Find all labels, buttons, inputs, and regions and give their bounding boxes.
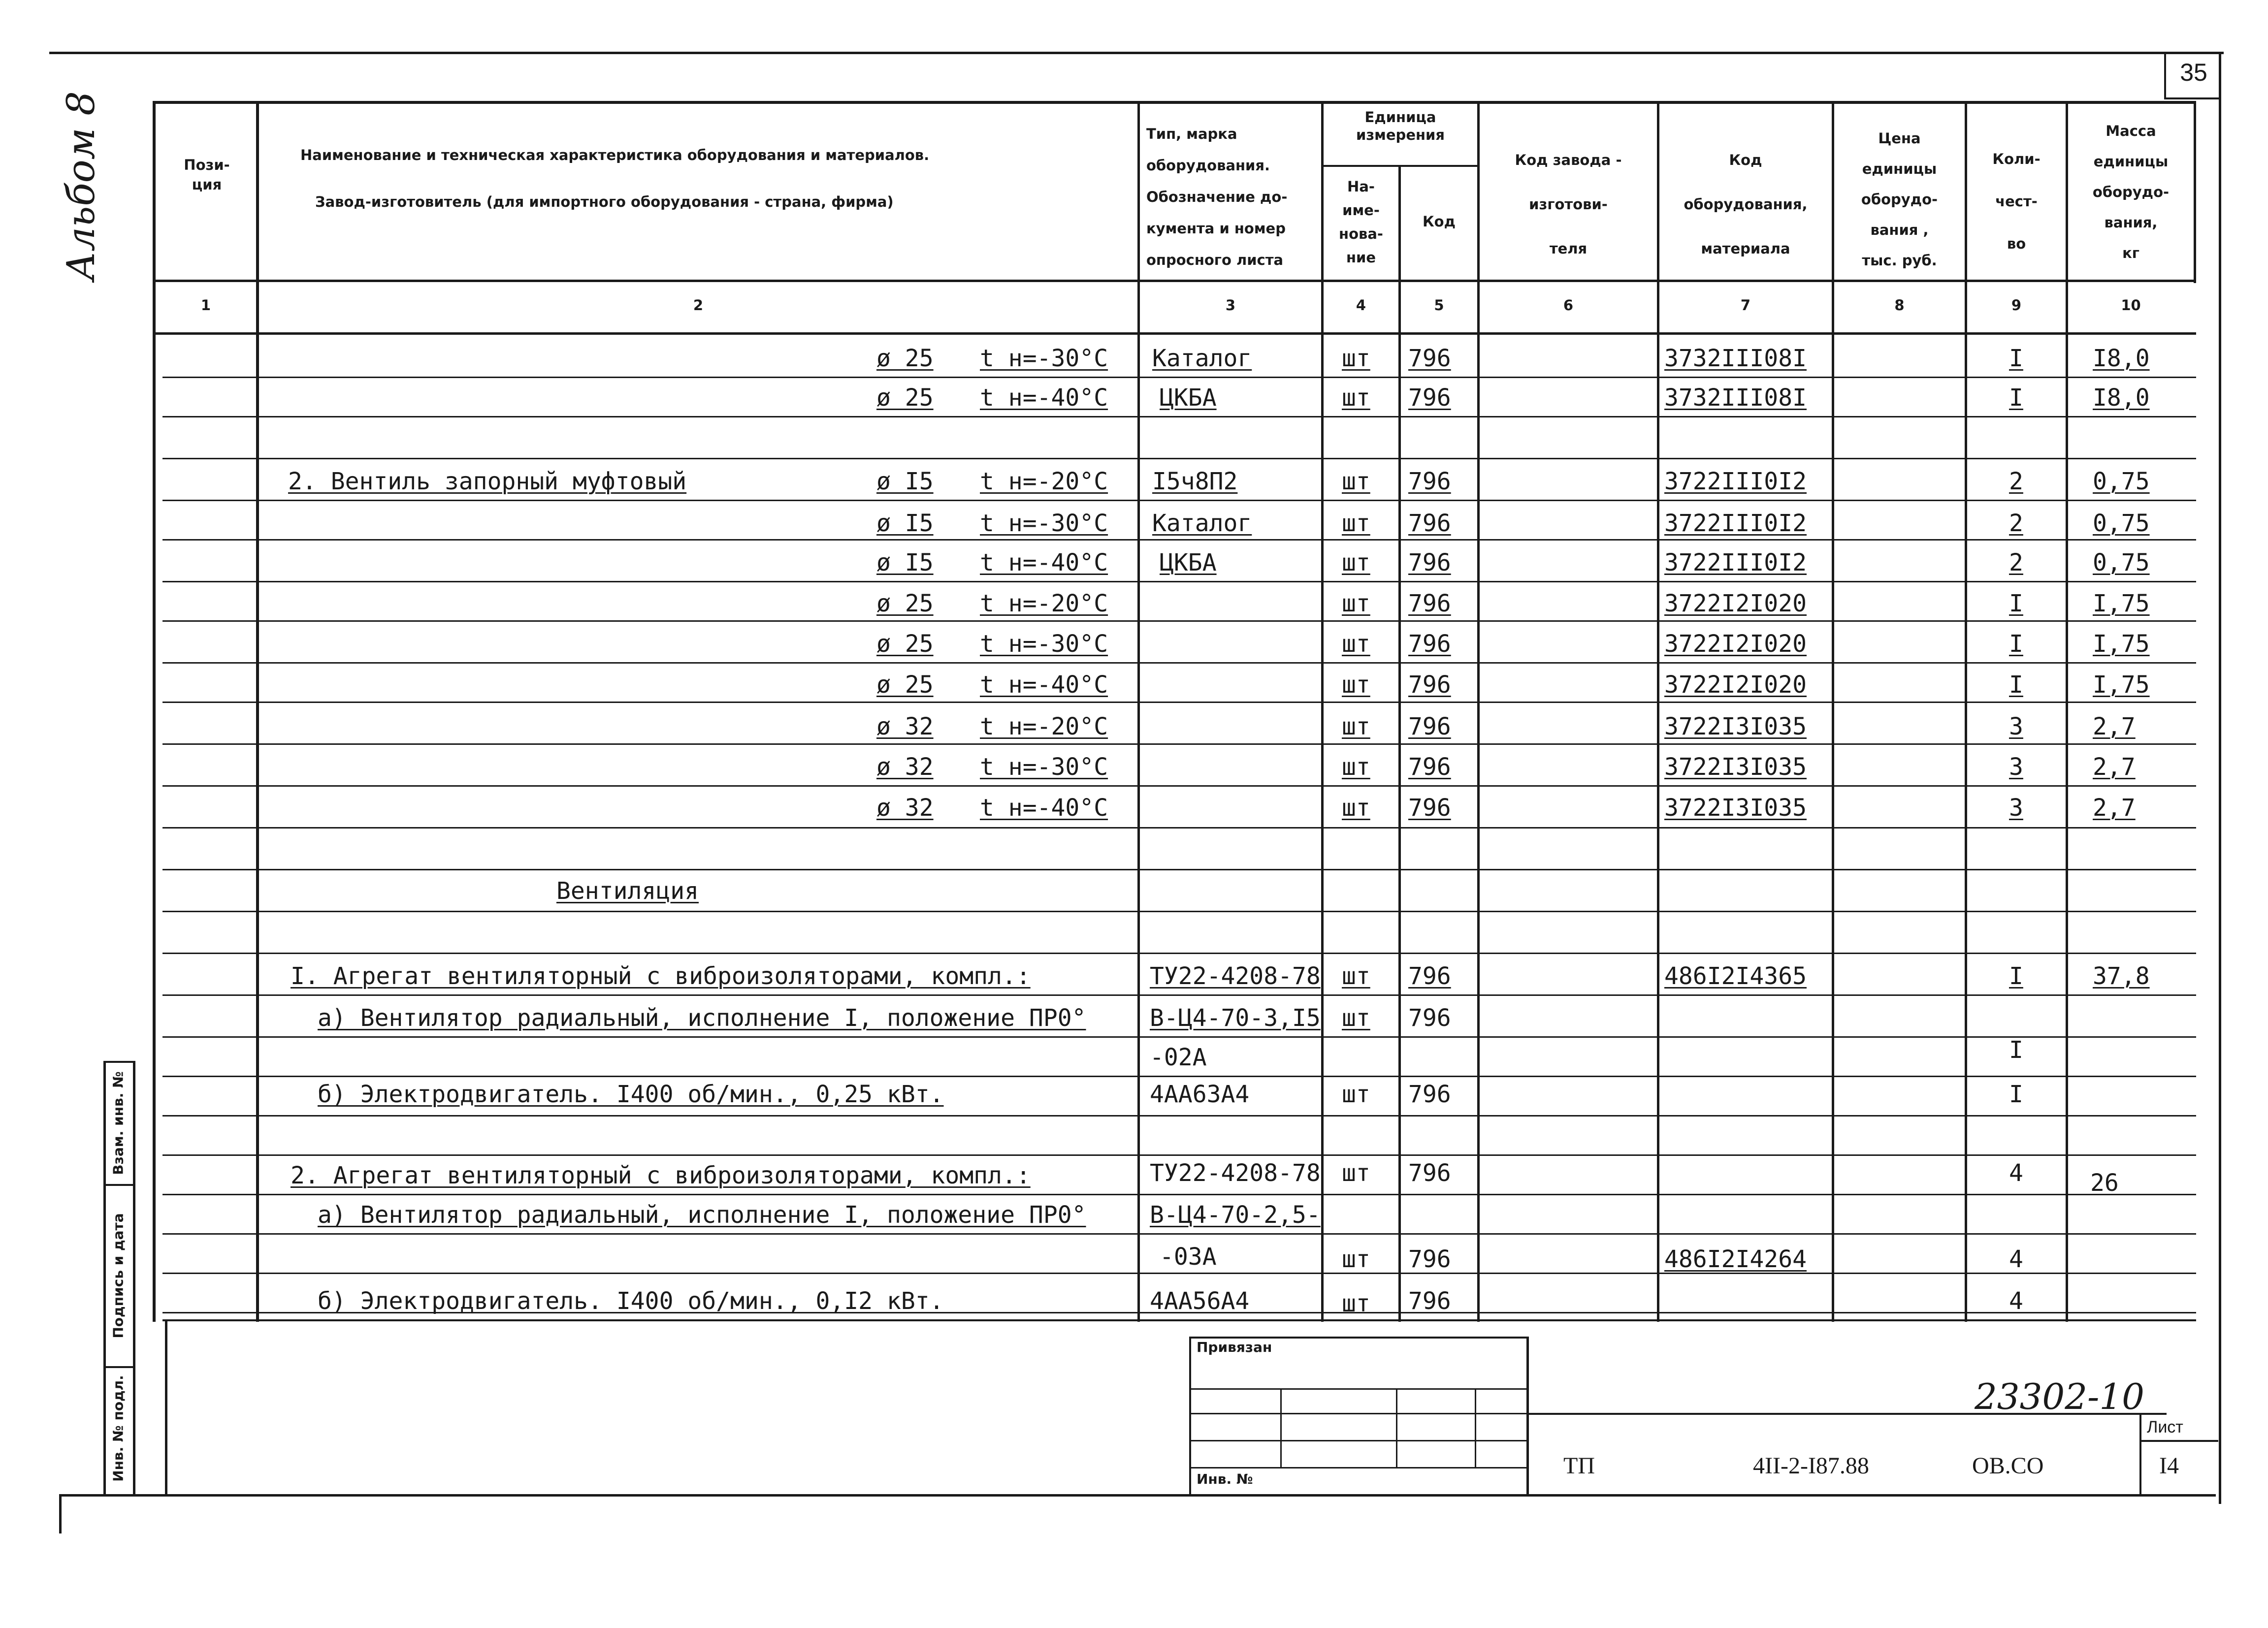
inv-label: Инв. №	[1197, 1471, 1253, 1487]
column-number: 1	[200, 297, 211, 314]
bound-label: Привязан	[1197, 1339, 1272, 1355]
column-number: 5	[1434, 297, 1444, 314]
header-unit-name: На- име- нова- ние	[1339, 178, 1383, 266]
sheet-number: I4	[2159, 1453, 2179, 1479]
field-replaced-inv: Взам. инв. №	[110, 1071, 127, 1175]
column-number: 4	[1356, 297, 1366, 314]
header-unit-code: Код	[1422, 213, 1456, 230]
header-factory-code: Код завода - изготови- теля	[1515, 152, 1622, 257]
column-number: 3	[1225, 297, 1236, 314]
field-signature-date: Подпись и дата	[110, 1213, 127, 1339]
field-inv-original: Инв. № подл.	[110, 1375, 127, 1482]
column-number: 8	[1894, 297, 1905, 314]
doc-mark: ОВ.СО	[1972, 1453, 2044, 1479]
frame-bottom	[59, 1494, 2216, 1497]
sheet-label: Лист	[2147, 1418, 2183, 1436]
header-equipment-code: Код оборудования, материала	[1684, 152, 1808, 257]
frame-top	[49, 52, 2224, 54]
header-quantity: Коли- чест- во	[1992, 151, 2041, 252]
handwritten-doc-number: 23302-10	[1975, 1376, 2144, 1417]
frame-right	[2219, 52, 2221, 1504]
header-price: Цена единицы оборудо- вания , тыс. руб.	[1861, 130, 1938, 269]
column-number: 2	[693, 297, 704, 314]
column-number: 10	[2121, 297, 2141, 314]
header-mass: Масса единицы оборудо- вания, кг	[2092, 123, 2170, 261]
header-position: Пози- ция	[184, 157, 230, 193]
column-number: 6	[1563, 297, 1574, 314]
header-type: Тип, марка оборудования. Обозначение до- кумента и номер опросного листа	[1146, 126, 1288, 268]
tp-label: ТП	[1563, 1453, 1595, 1479]
album-label: Альбом 8	[59, 91, 103, 281]
section-title: Вентиляция	[556, 877, 699, 905]
header-unit-group: Единица измерения	[1356, 109, 1445, 143]
doc-code: 4II-2-I87.88	[1753, 1453, 1869, 1479]
header-name-line2: Завод-изготовитель (для импортного оборудования - страна, фирма)	[315, 193, 894, 210]
sheet-corner-number: 35	[2180, 59, 2207, 86]
frame-left-tick	[59, 1494, 62, 1533]
header-name-line1: Наименование и техническая характеристика оборудования и материалов.	[300, 147, 930, 163]
column-number: 7	[1740, 297, 1751, 314]
column-number: 9	[2011, 297, 2022, 314]
